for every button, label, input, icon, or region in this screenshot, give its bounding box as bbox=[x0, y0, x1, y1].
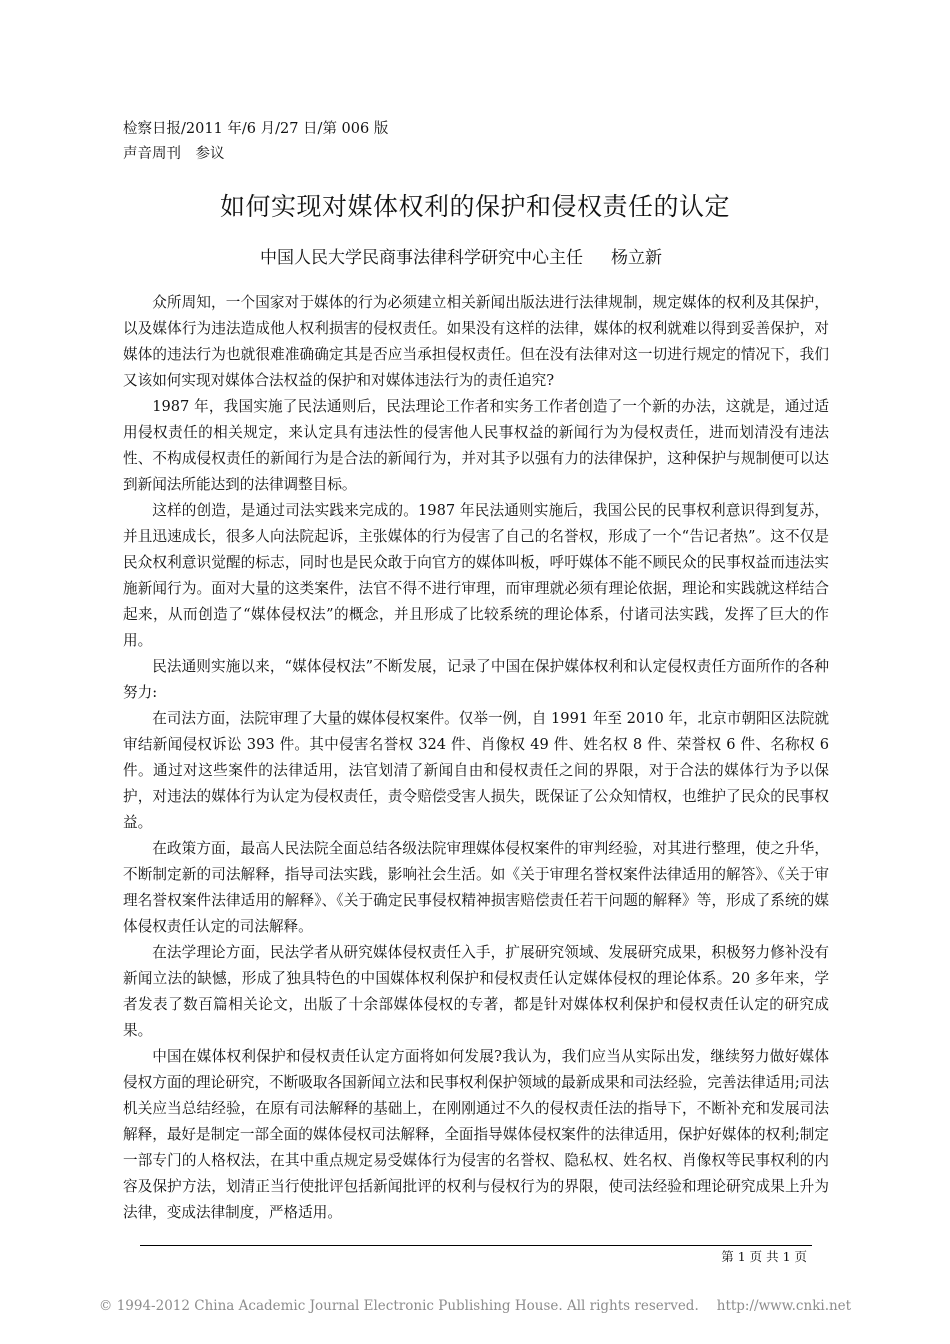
column-line: 声音周刊 参议 bbox=[123, 146, 225, 162]
paragraph: 中国在媒体权利保护和侵权责任认定方面将如何发展?我认为，我们应当从实际出发，继续努力做好媒体侵权方面的理论研究，不断吸取各国新闻立法和民事权利保护领域的最新成果和司法经验，完善法律适用;司法机关应当总结经验，在原有司法解释的基础上，在刚刚通过不久的侵权责任法的指导下，不断补充和发展司法解释，最好是制定一部全面的媒体侵权司法解释，全面指导媒体侵权案件的法律适用，保护好媒体的权利;制定一部专门的人格权法，在其中重点规定易受媒体行为侵害的名誉权、隐私权、姓名权、肖像权等民事权利的内容及保护方法，划清正当行使批评包括新闻批评的权利与侵权行为的界限，使司法经验和理论研究成果上升为法律，变成法律制度，严格适用。 bbox=[123, 1048, 829, 1221]
article-title: 如何实现对媒体权利的保护和侵权责任的认定 bbox=[219, 192, 730, 221]
article-body bbox=[123, 290, 829, 1226]
copyright-notice bbox=[0, 1297, 950, 1315]
footer-rule bbox=[140, 1245, 812, 1246]
byline bbox=[260, 246, 662, 270]
source-line: 检察日报/2011 年/6 月/27 日/第 006 版 bbox=[123, 121, 389, 137]
paragraph: 在司法方面，法院审理了大量的媒体侵权案件。仅举一例，自 1991 年至 2010 年，北京市朝阳区法院就审结新闻侵权诉讼 393 件。其中侵害名誉权 324 件、肖像权 49 件、姓名权 8 件、荣誉权 6 件、名称权 6 件。通过对这些案件的法律适用，法官划清了新闻自由和侵权责任之间的界限，对于合法的媒体行为予以保护，对违法的媒体行为认定为侵权责任，责令赔偿受害人损失，既保证了公众知情权，也维护了民众的民事权益。 bbox=[123, 710, 829, 831]
page-number: 第 1 页 共 1 页 bbox=[721, 1249, 807, 1264]
paragraph: 在政策方面，最高人民法院全面总结各级法院审理媒体侵权案件的审判经验，对其进行整理，使之升华，不断制定新的司法解释，指导司法实践，影响社会生活。如《关于审理名誉权案件法律适用的解答》、《关于审理名誉权案件法律适用的解释》、《关于确定民事侵权精神损害赔偿责任若干问题的解释》等，形成了系统的媒体侵权责任认定的司法解释。 bbox=[123, 840, 829, 935]
author-name: 杨立新 bbox=[611, 248, 662, 268]
paragraph: 在法学理论方面，民法学者从研究媒体侵权责任入手，扩展研究领域、发展研究成果，积极努力修补没有新闻立法的缺憾，形成了独具特色的中国媒体权利保护和侵权责任认定媒体侵权的理论体系。20 多年来，学者发表了数百篇相关论文，出版了十余部媒体侵权的专著，都是针对媒体权利保护和侵权责任认定的研究成果。 bbox=[123, 944, 829, 1039]
copyright-text: © 1994-2012 China Academic Journal Electronic Publishing House. All rights reserved. bbox=[98, 1298, 699, 1314]
paragraph: 众所周知，一个国家对于媒体的行为必须建立相关新闻出版法进行法律规制，规定媒体的权利及其保护，以及媒体行为违法造成他人权利损害的侵权责任。如果没有这样的法律，媒体的权利就难以得到妥善保护，对媒体的违法行为也就很难准确确定其是否应当承担侵权责任。但在没有法律对这一切进行规定的情况下，我们又该如何实现对媒体合法权益的保护和对媒体违法行为的责任追究? bbox=[123, 294, 829, 389]
paragraph: 民法通则实施以来，“媒体侵权法”不断发展，记录了中国在保护媒体权利和认定侵权责任方面所作的各种努力: bbox=[123, 658, 829, 701]
paragraph: 这样的创造，是通过司法实践来完成的。1987 年民法通则实施后，我国公民的民事权利意识得到复苏，并且迅速成长，很多人向法院起诉，主张媒体的行为侵害了自己的名誉权，形成了一个“告记者热”。这不仅是民众权利意识觉醒的标志，同时也是民众敢于向官方的媒体叫板，呼吁媒体不能不顾民众的民事权益而违法实施新闻行为。面对大量的这类案件，法官不得不进行审理，而审理就必须有理论依据，理论和实践就这样结合起来，从而创造了“媒体侵权法”的概念，并且形成了比较系统的理论体系，付诸司法实践，发挥了巨大的作用。 bbox=[123, 502, 829, 649]
cnki-url: http://www.cnki.net bbox=[716, 1298, 852, 1314]
author-affiliation: 中国人民大学民商事法律科学研究中心主任 bbox=[260, 248, 583, 268]
paragraph: 1987 年，我国实施了民法通则后，民法理论工作者和实务工作者创造了一个新的办法，这就是，通过适用侵权责任的相关规定，来认定具有违法性的侵害他人民事权益的新闻行为为侵权责任，进而划清没有违法性、不构成侵权责任的新闻行为是合法的新闻行为，并对其予以强有力的法律保护，这种保护与规制便可以达到新闻法所能达到的法律调整目标。 bbox=[123, 398, 829, 493]
